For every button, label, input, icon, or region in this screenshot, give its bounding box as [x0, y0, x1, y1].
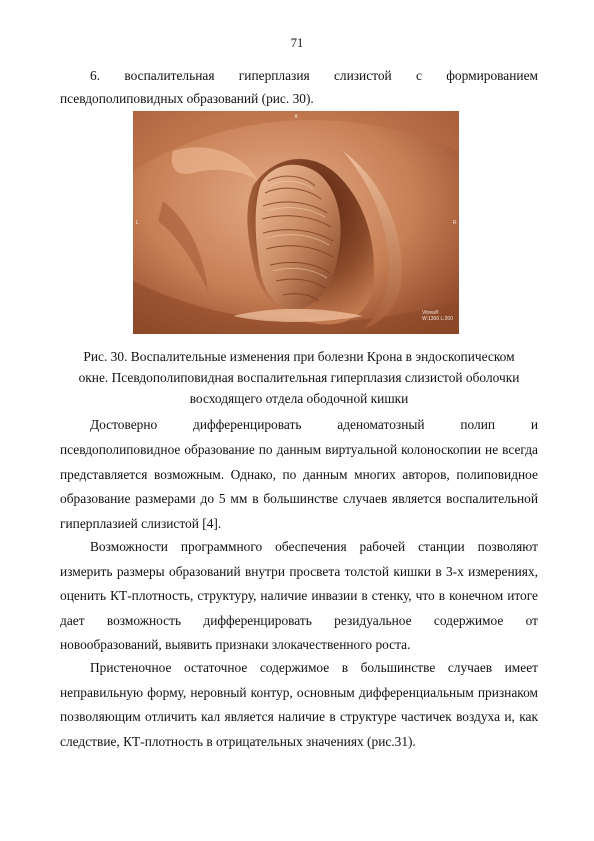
page-number: 71	[290, 36, 304, 50]
list-item-text: воспалительная гиперплазия слизистой с формированием	[124, 68, 538, 83]
caption-line-1: Рис. 30. Воспалительные изменения при болезни Крона в эндоскопическом	[83, 349, 515, 364]
colon-lumen-render	[133, 111, 459, 334]
list-item-6-line1	[60, 64, 538, 89]
orientation-marker-right: R	[453, 220, 457, 226]
list-marker: 6.	[90, 68, 101, 83]
software-overlay	[422, 310, 453, 322]
paragraph-2: Возможности программного обеспечения рабочей станции позволяют измерить размеры образований внутри просвета толстой кишки в 3-х измерениях, оценить КТ-плотность, структуру, наличие инвазии в стенку, что в конечном итоге дает возможность дифференцировать резидуальное содержимое от новообразований, выявить признаки злокачественного роста.	[60, 539, 538, 652]
software-name: Vitrea®	[421, 310, 439, 316]
caption-line-3: восходящего отдела ободочной кишки	[189, 391, 409, 406]
list-item-6-line2: псевдополиповидных образований (рис. 30).	[60, 91, 314, 106]
endoscopic-window-image	[133, 111, 459, 334]
paragraph-1-rest: псевдополиповидное образование по данным виртуальной колоноскопии не всегда представляется возможным. Однако, по данным многих авторов, полиповидное образование размерами до 5 мм в большинстве случаев является воспалительной гиперплазией слизистой [4].	[60, 442, 538, 531]
orientation-marker-top: A	[294, 114, 298, 120]
window-level: W:1300 L:200	[421, 316, 453, 322]
figure-caption	[60, 346, 538, 409]
paragraph-1-line1: Достоверно дифференцировать аденоматозный полип и	[90, 417, 538, 432]
orientation-marker-left: L	[136, 220, 139, 226]
caption-line-2: окне. Псевдополиповидная воспалительная гиперплазия слизистой оболочки	[78, 370, 520, 385]
paragraph-3: Пристеночное остаточное содержимое в большинстве случаев имеет неправильную форму, неровный контур, основным дифференциальным признаком позволяющим отличить кал является наличие в структуре частичек воздуха и, как следствие, КТ-плотность в отрицательных значениях (рис.31).	[60, 660, 538, 749]
